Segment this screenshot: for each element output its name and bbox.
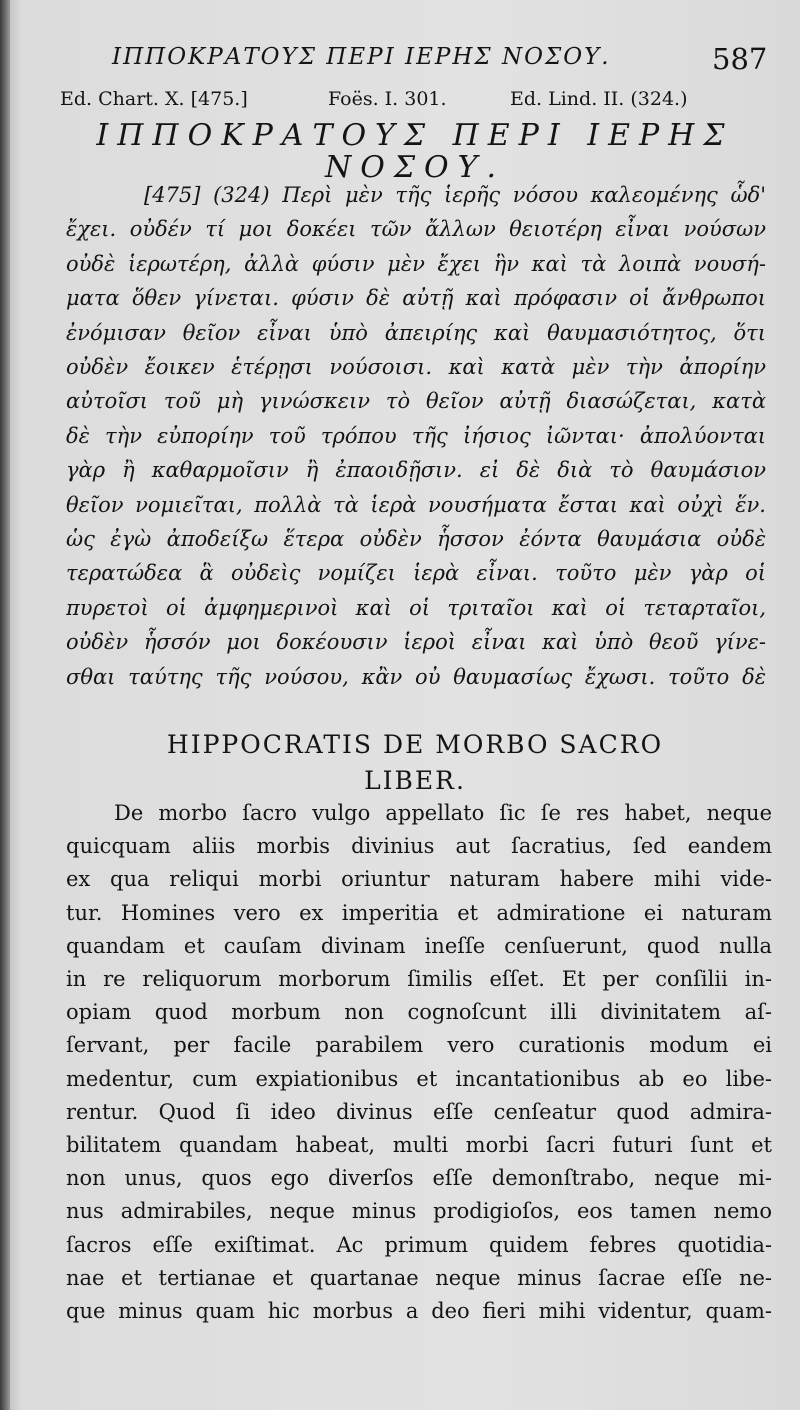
greek-line: σθαι ταύτης τῆς νούσου, κἂν οὐ θαυμασίως ἔχωσι. τοῦτο δὲ: [66, 664, 766, 689]
greek-line: αὐτοῖσι τοῦ μὴ γινώσκειν τὸ θεῖον αὐτῇ διασώζεται, κατὰ: [66, 389, 766, 414]
latin-title: [60, 727, 770, 799]
running-head: ΙΠΠΟΚΡΑΤΟΥΣ ΠΕΡΙ ΙΕΡΗΣ ΝΟΣΟΥ.: [112, 44, 611, 70]
greek-line: οὐδὲ ἱερωτέρη, ἀλλὰ φύσιν μὲν ἔχει ἣν καὶ τὰ λοιπὰ νουσή-: [66, 251, 766, 276]
latin-line: quandam et cauſam divinam ineſſe cenſuerunt, quod nulla: [66, 933, 772, 958]
greek-line: ματα ὅθεν γίνεται. φύσιν δὲ αὐτῇ καὶ πρόφασιν οἱ ἄνθρωποι: [66, 286, 766, 311]
latin-line: bilitatem quandam habeat, multi morbi ſacri futuri ſunt et: [66, 1133, 772, 1158]
edition-lind: Ed. Lind. II. (324.): [510, 88, 688, 110]
greek-line: θεῖον νομιεῖται, πολλὰ τὰ ἱερὰ νουσήματα ἔσται καὶ οὐχὶ ἕν.: [66, 492, 766, 517]
greek-line: ὡς ἐγὼ ἀποδείξω ἕτερα οὐδὲν ἧσσον ἐόντα θαυμάσια οὐδὲ: [66, 527, 766, 552]
latin-line: in re reliquorum morborum ſimilis eſſet. Et per conſilii in-: [66, 967, 772, 992]
latin-line: non unus, quos ego diverſos eſſe demonſtrabo, neque mi-: [66, 1166, 772, 1191]
latin-title-line-1: HIPPOCRATIS DE MORBO SACRO: [166, 730, 664, 759]
latin-line: ſacros eſſe exiſtimat. Ac primum quidem febres quotidia-: [66, 1232, 772, 1257]
latin-line: opiam quod morbum non cognoſcunt illi divinitatem aſ-: [66, 1000, 772, 1025]
edition-references: [60, 88, 770, 114]
latin-line: nae et tertianae et quartanae neque minus ſacrae eſſe ne-: [66, 1265, 772, 1290]
latin-line: tur. Homines vero ex imperitia et admiratione ei naturam: [66, 900, 772, 925]
latin-line: ex qua reliqui morbi oriuntur naturam habere mihi vide-: [66, 867, 772, 892]
latin-title-line-2: LIBER.: [364, 766, 466, 795]
book-spine-shadow: [0, 0, 10, 1410]
latin-text: [66, 797, 772, 1328]
greek-title-line-1: ΙΠΠΟΚΡΑΤΟΥΣ ΠΕΡΙ ΙΕΡΗΣ: [96, 118, 734, 153]
latin-line: De morbo ſacro vulgo appellato ſic ſe res habet, neque: [114, 801, 772, 825]
latin-line: nus admirabiles, neque minus prodigioſos, eos tamen nemo: [66, 1199, 772, 1224]
page-number: 587: [712, 42, 768, 76]
greek-line: πυρετοὶ οἱ ἀμφημερινοὶ καὶ οἱ τριταῖοι καὶ οἱ τεταρταῖοι,: [66, 595, 766, 620]
greek-line: ἐνόμισαν θεῖον εἶναι ὑπὸ ἀπειρίης καὶ θαυμασιότητος, ὅτι: [66, 320, 766, 345]
greek-line: οὐδὲν ἧσσόν μοι δοκέουσιν ἱεροὶ εἶναι καὶ ὑπὸ θεοῦ γίνε-: [66, 630, 766, 655]
greek-title-line-2: ΝΟΣΟΥ.: [325, 150, 505, 185]
edition-foes: Foës. I. 301.: [328, 88, 447, 110]
edition-chart: Ed. Chart. X. [475.]: [60, 88, 248, 110]
latin-line: que minus quam hic morbus a deo fieri mihi videntur, quam-: [66, 1299, 772, 1324]
greek-line: οὐδὲν ἔοικεν ἑτέρῃσι νούσοισι. καὶ κατὰ μὲν τὴν ἀπορίην: [66, 355, 766, 380]
greek-line: δὲ τὴν εὐπορίην τοῦ τρόπου τῆς ἰήσιος ἰῶνται· ἀπολύονται: [66, 423, 766, 448]
greek-line: τερατώδεα ἃ οὐδεὶς νομίζει ἱερὰ εἶναι. τοῦτο μὲν γὰρ οἱ: [66, 561, 766, 586]
latin-line: quicquam aliis morbis divinius aut ſacratius, ſed eandem: [66, 834, 772, 859]
greek-text: [66, 178, 766, 694]
latin-line: medentur, cum expiationibus et incantationibus ab eo libe-: [66, 1066, 772, 1091]
latin-line: rentur. Quod ſi ideo divinus eſſe cenſeatur quod admira-: [66, 1099, 772, 1124]
greek-line: γὰρ ἢ καθαρμοῖσιν ἢ ἐπαοιδῇσιν. εἰ δὲ διὰ τὸ θαυμάσιον: [66, 458, 766, 483]
latin-line: ſervant, per facile parabilem vero curationis modum ei: [66, 1033, 772, 1058]
greek-line: [475] (324) Περὶ μὲν τῆς ἱερῆς νόσου καλεομένης ὧδ': [144, 183, 766, 207]
greek-line: ἔχει. οὐδέν τί μοι δοκέει τῶν ἄλλων θειοτέρη εἶναι νούσων: [66, 217, 766, 242]
